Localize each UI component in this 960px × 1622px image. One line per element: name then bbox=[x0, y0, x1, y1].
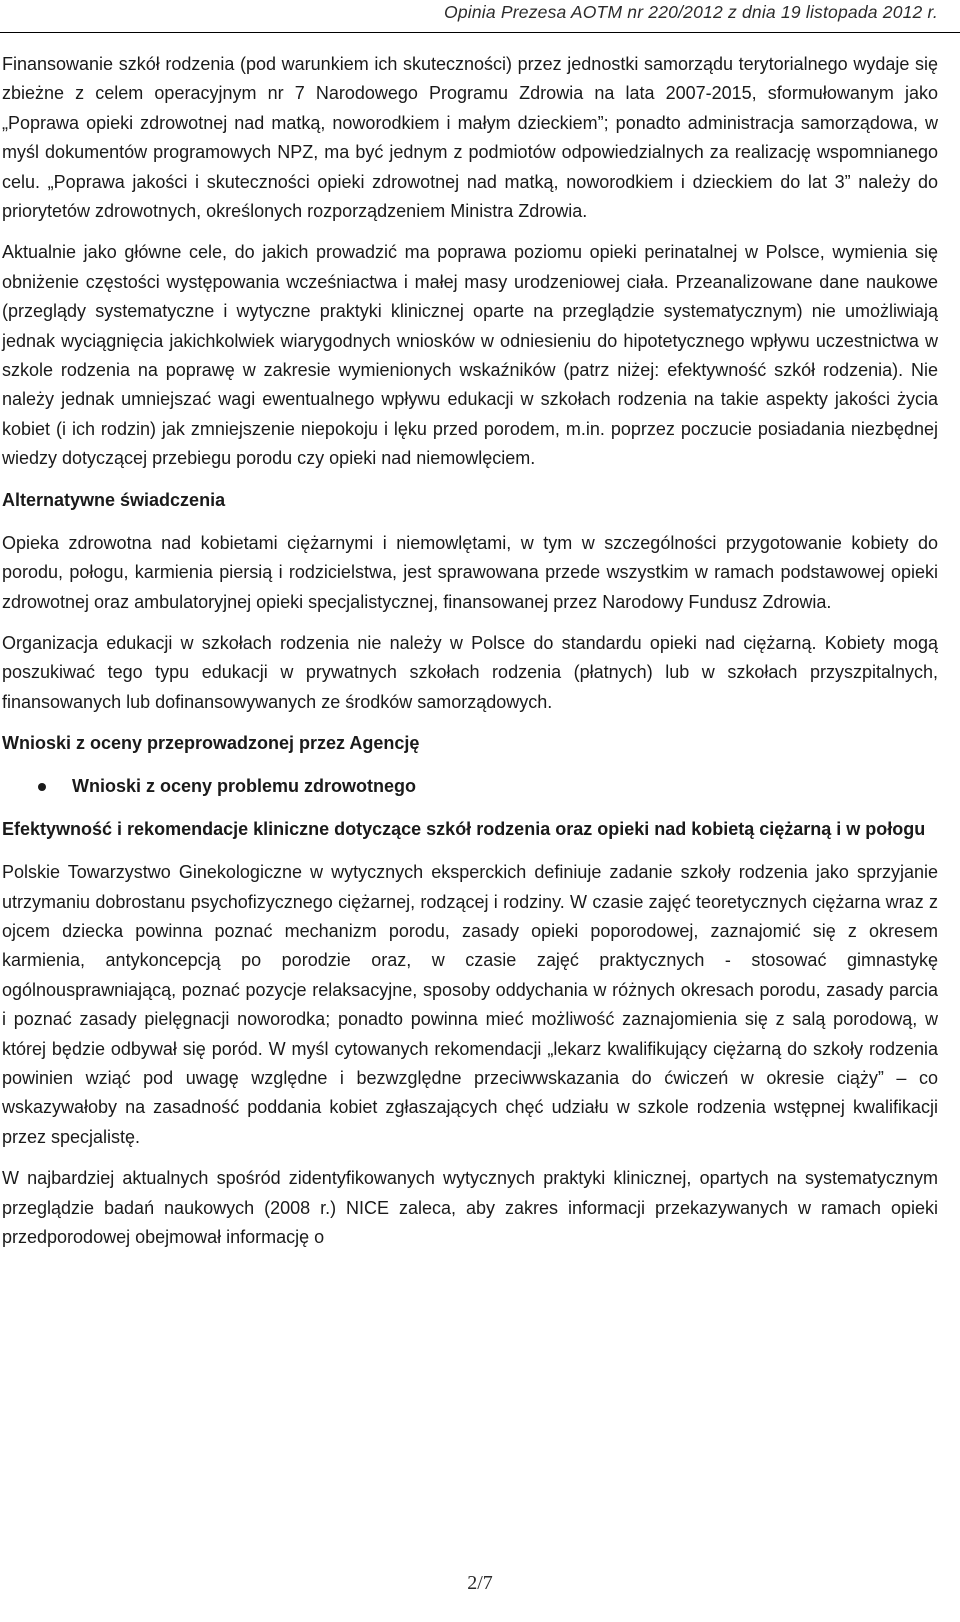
bullet-label: Wnioski z oceny problemu zdrowotnego bbox=[72, 776, 417, 797]
paragraph-nice: W najbardziej aktualnych spośród zidentyfikowanych wytycznych praktyki klinicznej, opartych na systematycznym przeglądzie badań naukowych (2008 r.) NICE zaleca, aby zakres informacji przekazywanych w ramach opieki przedporodowej obejmował informację o bbox=[2, 1168, 938, 1247]
heading-alternatives: Alternatywne świadczenia bbox=[2, 489, 226, 510]
page-body bbox=[2, 50, 938, 1264]
running-header: Opinia Prezesa AOTM nr 220/2012 z dnia 19 listopada 2012 r. bbox=[444, 2, 938, 22]
header-rule bbox=[0, 32, 960, 33]
paragraph-healthcare: Opieka zdrowotna nad kobietami ciężarnymi i niemowlętami, w tym w szczególności przygotowanie kobiety do porodu, połogu, karmienia piersią i rodzicielstwa, jest sprawowana przede wszystkim w ramach podstawowej opieki zdrowotnej oraz ambulatoryjnej opieki specjalistycznej, finansowanej przez Narodowy Fundusz Zdrowia. bbox=[2, 532, 938, 612]
paragraph-goals: Aktualnie jako główne cele, do jakich prowadzić ma poprawa poziomu opieki perinatalnej w Polsce, wymienia się obniżenie częstości występowania wcześniactwa i małej masy urodzeniowej ciała. Przeanalizowane dane naukowe (przeglądy systematyczne i wytyczne praktyki klinicznej oparte na przeglądzie systematycznym) nie umożliwiają jednak wyciągnięcia jakichkolwiek wiarygodnych wniosków w odniesieniu do hipotetycznego wpływu uczestnictwa w szkole rodzenia na poprawę w zakresie wymienionych wskaźników (patrz niżej: efektywność szkół rodzenia). Nie należy jednak umniejszać wagi ewentualnego wpływu edukacji w szkołach rodzenia na takie aspekty jakości życia kobiet (i ich rodzin) jak zmniejszenie niepokoju i lęku przed porodem, m.in. poprzez poczucie posiadania niezbędnej wiedzy dotyczącej przebiegu porodu czy opieki nad niemowlęciem. bbox=[2, 242, 938, 469]
paragraph-organization: Organizacja edukacji w szkołach rodzenia nie należy w Polsce do standardu opieki nad ciężarną. Kobiety mogą poszukiwać tego typu edukacji w prywatnych szkołach rodzenia (płatnych) lub w szkołach przyszpitalnych, finansowanych lub dofinansowywanych ze środków samorządowych. bbox=[2, 632, 938, 712]
heading-effectiveness: Efektywność i rekomendacje kliniczne dotyczące szkół rodzenia oraz opieki nad kobietą ciężarną i w połogu bbox=[2, 819, 926, 840]
page-number: 2/7 bbox=[467, 1572, 493, 1594]
paragraph-ptg: Polskie Towarzystwo Ginekologiczne w wytycznych eksperckich definiuje zadanie szkoły rodzenia jako sprzyjanie utrzymaniu dobrostanu psychofizycznego ciężarnej, rodzącej i rodziny. W czasie zajęć teoretycznych ciężarna wraz z ojcem dziecka powinna poznać mechanizm porodu, zasady opieki poporodowej, zaznajomić się z okresem karmienia, antykoncepcją po porodzie oraz, w czasie zajęć praktycznych - stosować gimnastykę ogólnousprawniającą, poznać pozycje relaksacyjne, sposoby oddychania w różnych okresach porodu, zasady parcia i poznać zasady pielęgnacji noworodka; ponadto powinna mieć możliwość zaznajomienia się z salą porodową, w której będzie odbywał się poród. W myśl cytowanych rekomendacji „lekarz kwalifikujący ciężarną do szkoły rodzenia powinien wziąć pod uwagę względne i bezwzględne przeciwwskazania do ćwiczeń w okresie ciąży” – co wskazywałoby na zasadność poddania kobiet zgłaszających chęć udziału w szkole rodzenia wstępnej kwalifikacji przez specjalistę. bbox=[2, 862, 938, 1147]
heading-conclusions: Wnioski z oceny przeprowadzonej przez Agencję bbox=[2, 733, 420, 754]
bullet-icon bbox=[38, 783, 46, 791]
bullet-item bbox=[2, 772, 938, 801]
paragraph-funding: Finansowanie szkół rodzenia (pod warunkiem ich skuteczności) przez jednostki samorządu terytorialnego wydaje się zbieżne z celem operacyjnym nr 7 Narodowego Programu Zdrowia na lata 2007-2015, sformułowanym jako „Poprawa opieki zdrowotnej nad matką, noworodkiem i małym dzieckiem”; ponadto administracja samorządowa, w myśl dokumentów programowych NPZ, ma być jednym z podmiotów odpowiedzialnych za realizację wspomnianego celu. „Poprawa jakości i skuteczności opieki zdrowotnej nad matką, noworodkiem i dzieckiem do lat 3” należy do priorytetów zdrowotnych, określonych rozporządzeniem Ministra Zdrowia. bbox=[2, 54, 938, 222]
